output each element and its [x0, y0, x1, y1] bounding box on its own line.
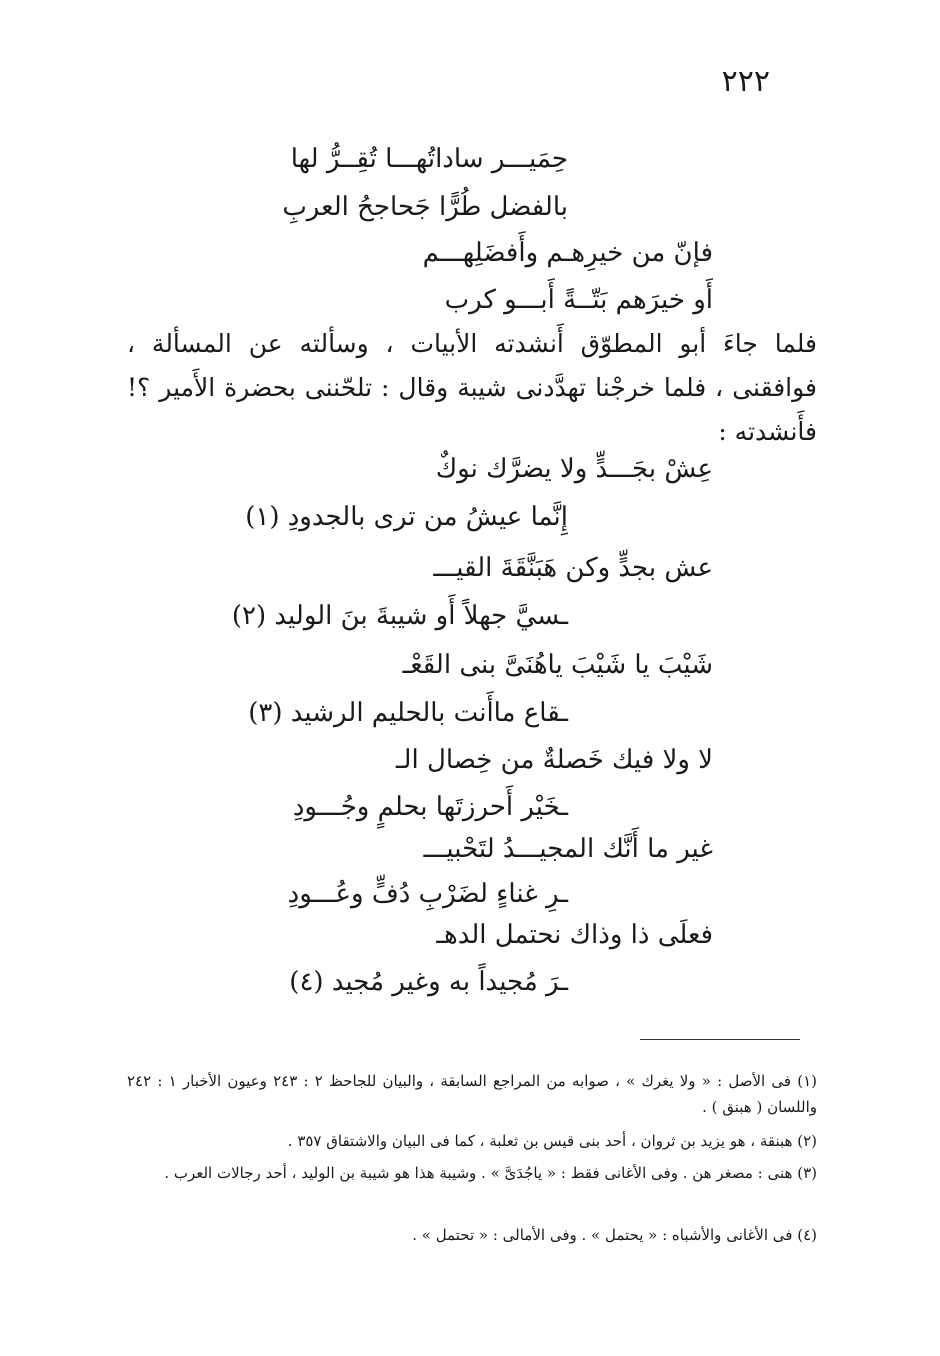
verse-line: ـقاع ماأَنت بالحليم الرشيد (٣) — [248, 698, 568, 728]
verse-line: إِنَّما عيشُ من ترى بالجدودِ (١) — [245, 502, 568, 532]
verse-line: شَيْبَ يا شَيْبَ ياهُنَىَّ بنى القَعْـ — [402, 650, 713, 680]
verse-line: عِشْ بجَـــدٍّ ولا يضرَّك نوكٌ — [435, 454, 713, 484]
verse-line: فإنّ من خيرِهـم وأَفضَلِهـــم — [422, 238, 713, 268]
verse-line: عش بجدٍّ وكن هَبَنَّقَةَ القيـــ — [433, 553, 713, 583]
verse-line: فعلَى ذا وذاك نحتمل الدهـ — [436, 920, 713, 950]
verse-line: غير ما أَنَّك المجيـــدُ لتَحْبيـــ — [423, 834, 713, 864]
verse-line: ـسيَّ جهلاً أَو شيبةَ بنَ الوليد (٢) — [231, 601, 568, 631]
footnote-divider — [640, 1039, 800, 1040]
verse-line: حِمَيـــر ساداتُهـــا تُقِــرُّ لها — [290, 144, 568, 174]
footnote: (٤) فى الأغانى والأشباه : « يحتمل » . وفى الأمالى : « تحتمل » . — [412, 1226, 817, 1244]
footnote: (٢) هبنقة ، هو يزيد بن ثروان ، أحد بنى قيس بن ثعلبة ، كما فى البيان والاشتقاق ٣٥٧ . — [287, 1132, 817, 1150]
prose-paragraph: فلما جاءَ أبو المطوّق أَنشدته الأبيات ، وسألته عن المسألة ، فوافقنى ، فلما خرجْنا تهدَّدنى شيبة وقال : تلحّننى بحضرة الأَمير ؟! فأَنشدته : — [127, 329, 817, 446]
verse-line: ـرَ مُجيداً به وغير مُجيد (٤) — [289, 967, 568, 997]
verse-line: أَو خيرَهم بَتّــةً أَبـــو كرب — [444, 285, 713, 315]
verse-line: بالفضل طُرًّا جَحاجحُ العربِ — [282, 192, 568, 222]
verse-line: ـرِ غناءٍ لضَرْبِ دُفٍّ وعُـــودِ — [287, 879, 568, 909]
verse-line: ـخَيْر أَحرزتَها بحلمٍ وجُـــودِ — [292, 792, 568, 822]
footnote: (٣) هنى : مصغر هن . وفى الأغانى فقط : « ياجُدَىَّ » . وشيبة هذا هو شيبة بن الوليد ، أحد رجالات العرب . — [164, 1164, 817, 1182]
verse-line: لا ولا فيك خَصلةٌ من خِصال الـ — [395, 745, 713, 775]
page-number: ٢٢٢ — [721, 64, 770, 99]
footnote: (١) فى الأصل : « ولا يغرك » ، صوابه من المراجع السابقة ، والبيان للجاحظ ٢ : ٢٤٣ وعيون الأخبار ١ : ٢٤٢ واللسان ( هبنق ) . — [127, 1072, 818, 1116]
